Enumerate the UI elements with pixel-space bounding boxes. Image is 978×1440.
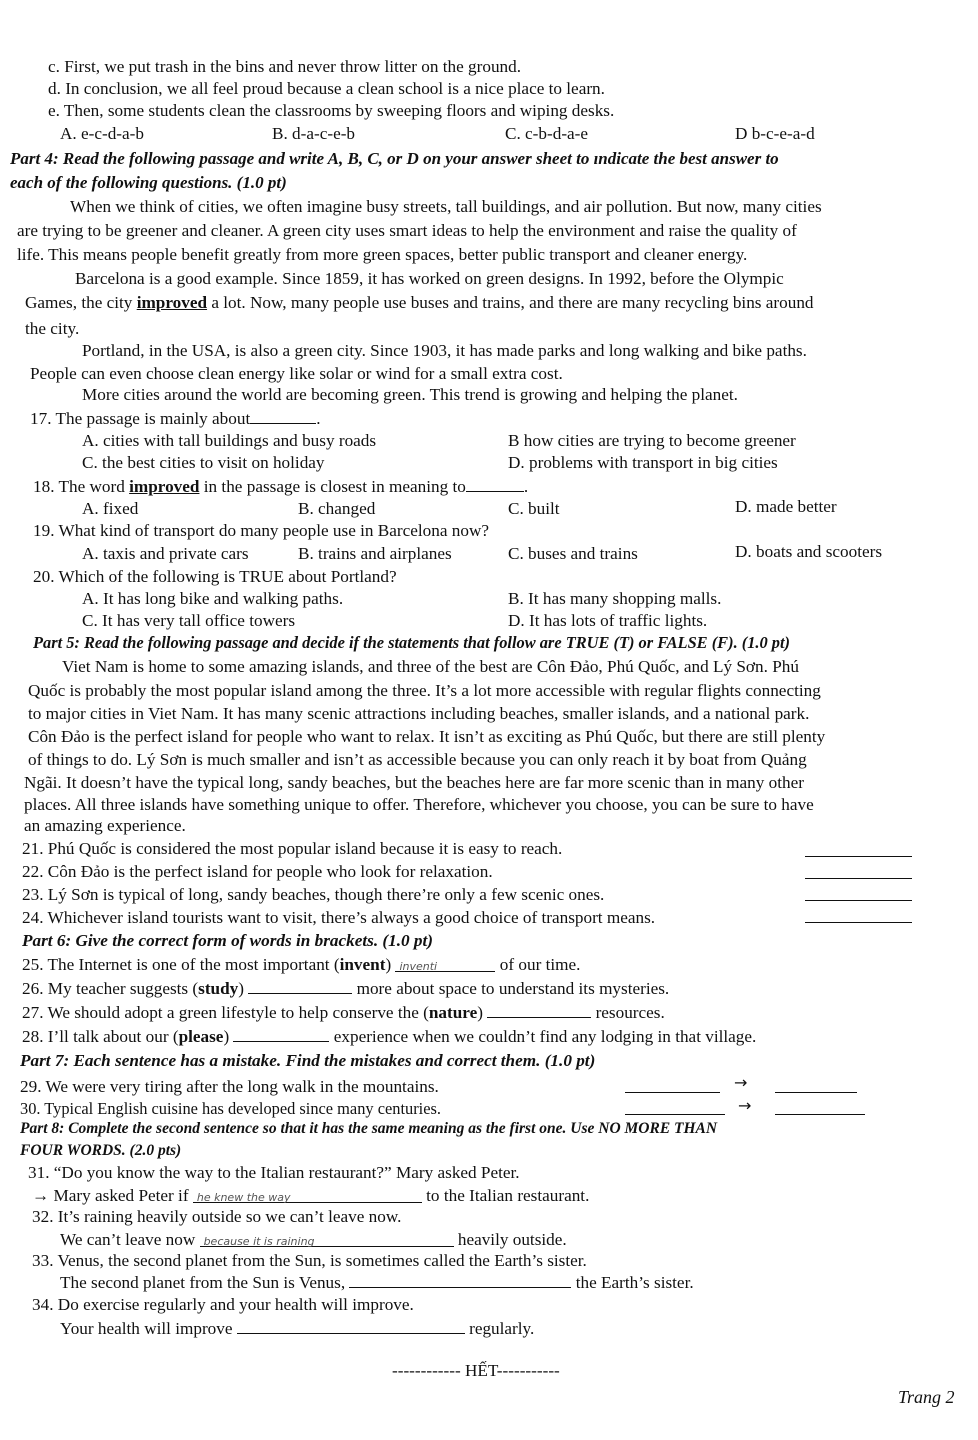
q19-option-c: C. buses and trains	[508, 544, 638, 563]
passage4-line: Barcelona is a good example. Since 1859, it has worked on green designs. In 1992, before the Olympic	[75, 269, 784, 288]
q17-option-b: B how cities are trying to become greener	[508, 431, 796, 450]
page-number: Trang 2	[898, 1387, 955, 1407]
ordering-option-b: B. d-a-c-e-b	[272, 124, 356, 143]
passage4-line: are trying to be greener and cleaner. A green city uses smart ideas to help the environment and raise the quality of	[17, 221, 797, 240]
ordering-option-d: D b-c-e-a-d	[735, 124, 815, 143]
statement-23: 23. Lý Sơn is typical of long, sandy beaches, though there’re only a few scenic ones.	[22, 885, 605, 904]
passage4-line: When we think of cities, we often imagine busy streets, tall buildings, and air pollution. But now, many cities	[70, 197, 822, 216]
passage5-line: Côn Đảo is the perfect island for people who want to relax. It isn’t as exciting as Phú Quốc, but there are still plenty	[28, 727, 826, 746]
passage5-line: places. All three islands have something unique to offer. Therefore, whichever you choose, you can be sure to have	[24, 795, 814, 814]
ordering-option-c: C. c-b-d-a-e	[505, 124, 589, 143]
q20-option-a: A. It has long bike and walking paths.	[82, 589, 344, 608]
question-25: 25. The Internet is one of the most important (invent) inventi of our time.	[22, 955, 581, 974]
q18-option-c: C. built	[508, 499, 560, 518]
answer-line	[805, 856, 912, 857]
statement-22: 22. Côn Đảo is the perfect island for people who look for relaxation.	[22, 862, 493, 881]
question-34: 34. Do exercise regularly and your health will improve.	[32, 1295, 414, 1314]
part4-heading: Part 4: Read the following passage and write A, B, C, or D on your answer sheet to ındicate the best answer to	[10, 149, 779, 168]
answer-line	[625, 1092, 720, 1093]
handwritten-answer: inventi	[395, 956, 495, 972]
question-17: 17. The passage is mainly about .	[30, 409, 321, 428]
arrow-icon: →	[738, 1096, 752, 1115]
q19-option-a: A. taxis and private cars	[82, 544, 249, 563]
q33-answer-line: The second planet from the Sun is Venus, the Earth’s sister.	[60, 1273, 694, 1292]
statement-24: 24. Whichever island tourists want to visit, there’s always a good choice of transport means.	[22, 908, 656, 927]
question-32: 32. It’s raining heavily outside so we can’t leave now.	[32, 1207, 402, 1226]
q18-option-d: D. made better	[735, 497, 837, 516]
passage4-line: More cities around the world are becoming green. This trend is growing and helping the planet.	[82, 385, 738, 404]
q19-option-b: B. trains and airplanes	[298, 544, 452, 563]
answer-line	[775, 1092, 857, 1093]
part4-heading-cont: each of the following questions. (1.0 pt)	[10, 173, 287, 192]
question-29: 29. We were very tiring after the long walk in the mountains.	[20, 1077, 439, 1096]
question-19: 19. What kind of transport do many people use in Barcelona now?	[33, 521, 489, 540]
q19-option-d: D. boats and scooters	[735, 542, 883, 561]
statement-21: 21. Phú Quốc is considered the most popular island because it is easy to reach.	[22, 839, 563, 858]
end-marker: ------------ HẾT-----------	[392, 1361, 560, 1380]
answer-line	[625, 1114, 725, 1115]
question-27: 27. We should adopt a green lifestyle to help conserve the (nature) resources.	[22, 1003, 665, 1022]
answer-line	[775, 1114, 865, 1115]
highlighted-word: improved	[136, 293, 208, 312]
q18-option-a: A. fixed	[82, 499, 139, 518]
part7-heading: Part 7: Each sentence has a mistake. Find the mistakes and correct them. (1.0 pt)	[20, 1051, 596, 1070]
passage5-line: Quốc is probably the most popular island among the three. It’s a lot more accessible with regular flights connecting	[28, 681, 821, 700]
passage5-line: Ngãi. It doesn’t have the typical long, sandy beaches, but the beaches here are far more scenic than in many other	[24, 773, 804, 792]
passage4-line: People can even choose clean energy like solar or wind for a small extra cost.	[30, 364, 563, 383]
q17-option-c: C. the best cities to visit on holiday	[82, 453, 325, 472]
question-31: 31. “Do you know the way to the Italian restaurant?” Mary asked Peter.	[28, 1163, 520, 1182]
ordering-option-a: A. e-c-d-a-b	[60, 124, 144, 143]
passage5-line: an amazing experience.	[24, 816, 186, 835]
question-28: 28. I’ll talk about our (please) experience when we couldn’t find any lodging in that village.	[22, 1027, 757, 1046]
passage4-line: the city.	[25, 319, 80, 338]
handwritten-answer: he knew the way	[193, 1187, 422, 1203]
arrow-icon: →	[734, 1073, 748, 1092]
part6-heading: Part 6: Give the correct form of words in brackets. (1.0 pt)	[22, 931, 434, 950]
passage5-line: Viet Nam is home to some amazing islands, and three of the best are Côn Đảo, Phú Quốc, and Lý Sơn. Phú	[62, 657, 799, 676]
q20-option-b: B. It has many shopping malls.	[508, 589, 722, 608]
q32-answer-line: We can’t leave now because it is raining heavily outside.	[60, 1230, 567, 1249]
answer-line	[805, 878, 912, 879]
passage5-line: to major cities in Viet Nam. It has many scenic attractions including beaches, smaller islands, and a national park.	[28, 704, 810, 723]
passage5-line: of things to do. Lý Sơn is much smaller and isn’t as accessible because you can only reach it by boat from Quảng	[28, 750, 807, 769]
q34-answer-line: Your health will improve regularly.	[60, 1319, 535, 1338]
q20-option-c: C. It has very tall office towers	[82, 611, 296, 630]
part8-heading: Part 8: Complete the second sentence so that it has the same meaning as the first one. Use NO MORE THAN	[20, 1120, 718, 1137]
q17-option-d: D. problems with transport in big cities	[508, 453, 778, 472]
ordering-sentence-d: d. In conclusion, we all feel proud because a clean school is a nice place to learn.	[48, 79, 605, 98]
part5-heading: Part 5: Read the following passage and decide if the statements that follow are TRUE (T) or FALSE (F). (1.0 pt)	[33, 633, 791, 652]
ordering-sentence-e: e. Then, some students clean the classrooms by sweeping floors and wiping desks.	[48, 101, 615, 120]
q31-answer-line: → Mary asked Peter if he knew the way to the Italian restaurant.	[32, 1186, 590, 1205]
question-30: 30. Typical English cuisine has developed since many centuries.	[20, 1099, 441, 1118]
ordering-sentence-c: c. First, we put trash in the bins and never throw litter on the ground.	[48, 57, 522, 76]
q20-option-d: D. It has lots of traffic lights.	[508, 611, 708, 630]
passage4-line: Games, the city improved a lot. Now, many people use buses and trains, and there are many recycling bins around	[25, 293, 814, 312]
answer-line	[805, 922, 912, 923]
passage4-line: life. This means people benefit greatly from more green spaces, better public transport and cleaner energy.	[17, 245, 748, 264]
passage4-line: Portland, in the USA, is also a green city. Since 1903, it has made parks and long walking and bike paths.	[82, 341, 807, 360]
answer-line	[805, 900, 912, 901]
handwritten-answer: because it is raining	[200, 1231, 454, 1247]
question-20: 20. Which of the following is TRUE about Portland?	[33, 567, 397, 586]
q18-option-b: B. changed	[298, 499, 376, 518]
question-33: 33. Venus, the second planet from the Sun, is sometimes called the Earth’s sister.	[32, 1251, 587, 1270]
question-18: 18. The word improved in the passage is closest in meaning to .	[33, 477, 529, 496]
q17-option-a: A. cities with tall buildings and busy roads	[82, 431, 377, 450]
question-26: 26. My teacher suggests (study) more about space to understand its mysteries.	[22, 979, 670, 998]
part8-heading-cont: FOUR WORDS. (2.0 pts)	[20, 1142, 182, 1159]
